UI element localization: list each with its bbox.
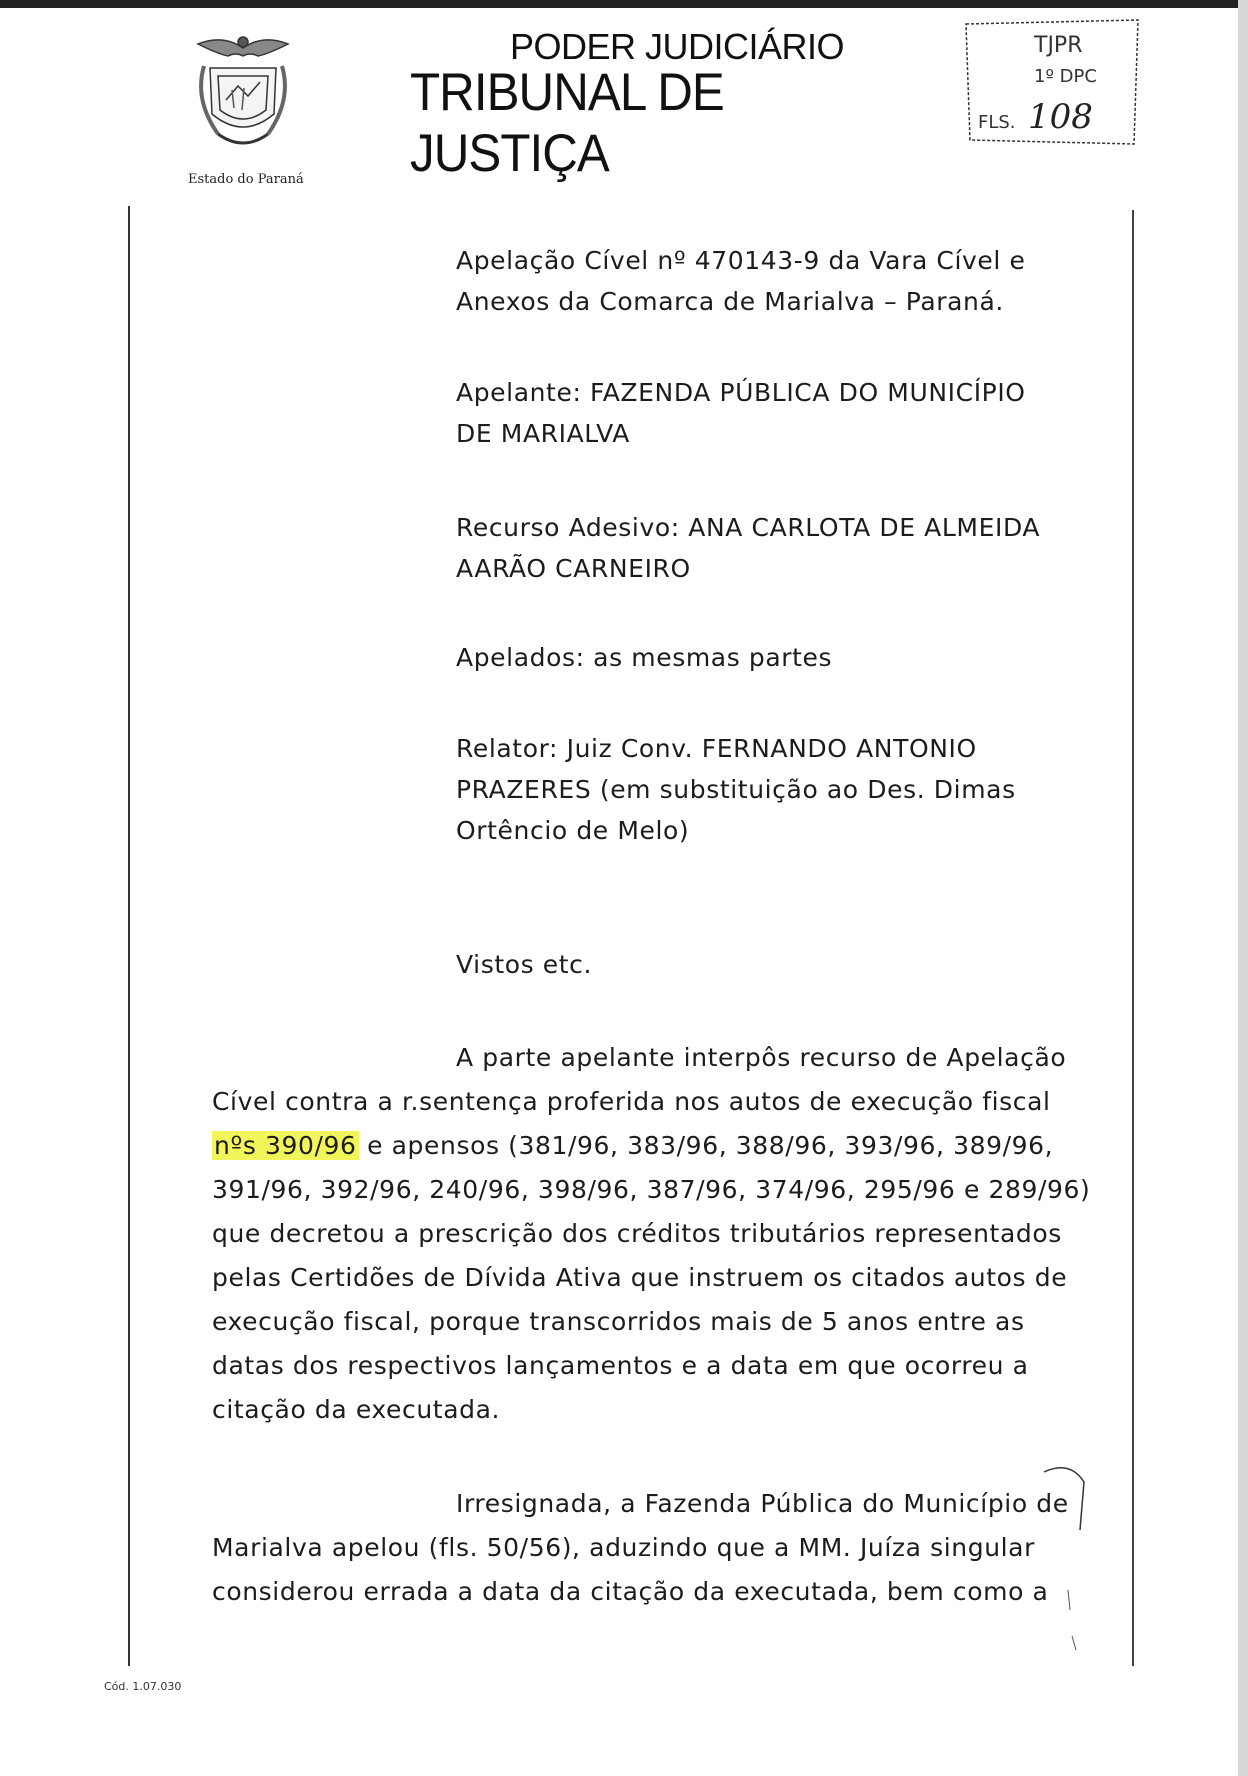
paragraph-line: que decretou a prescrição dos créditos tributários representados: [212, 1219, 1062, 1248]
stamp-page-number: 108: [1028, 97, 1093, 137]
case-title-line: Apelação Cível nº 470143-9 da Vara Cível e: [456, 246, 1026, 275]
paragraph-line: citação da executada.: [212, 1395, 501, 1424]
paragraph-line: nºs 390/96 e apensos (381/96, 383/96, 388/96, 393/96, 389/96,: [214, 1131, 1054, 1160]
paragraph-line: datas dos respectivos lançamentos e a data em que ocorreu a: [212, 1351, 1029, 1380]
paragraph-line: 391/96, 392/96, 240/96, 398/96, 387/96, 374/96, 295/96 e 289/96): [212, 1175, 1091, 1204]
rapporteur-line: PRAZERES (em substituição ao Des. Dimas: [456, 775, 1016, 804]
handwritten-rubric-mark: [1040, 1460, 1100, 1660]
adhesive-appeal: [456, 507, 1106, 589]
paragraph-line: A parte apelante interpôs recurso de Apelação: [456, 1043, 1067, 1072]
adhesive-appeal-line: Recurso Adesivo: ANA CARLOTA DE ALMEIDA: [456, 513, 1041, 542]
appellees: [456, 637, 1106, 678]
left-margin-line: [128, 206, 130, 1666]
stamp-line3: FLS.: [978, 112, 1016, 133]
appellees-line: Apelados: as mesmas partes: [456, 643, 833, 672]
paragraph-line: pelas Certidões de Dívida Ativa que instruem os citados autos de: [212, 1263, 1068, 1292]
rapporteur: [456, 728, 1106, 851]
stamp-line1: TJPR: [1034, 33, 1083, 58]
form-code: Cód. 1.07.030: [104, 1680, 182, 1693]
right-margin-line: [1132, 210, 1134, 1666]
rapporteur-line: Ortêncio de Melo): [456, 816, 690, 845]
greeting: [456, 944, 1106, 985]
highlighted-case-number: nºs 390/96: [214, 1131, 357, 1160]
coat-of-arms-emblem: [188, 30, 298, 158]
institution-main: TRIBUNAL DE JUSTIÇA: [410, 63, 724, 183]
case-title-line: Anexos da Comarca de Marialva – Paraná.: [456, 287, 1004, 316]
adhesive-appeal-line: AARÃO CARNEIRO: [456, 554, 691, 583]
scan-edge: [0, 0, 1248, 8]
scan-edge-right: [1238, 0, 1248, 1776]
institution-top: PODER JUDICIÁRIO: [510, 26, 845, 67]
appellant-line: Apelante: FAZENDA PÚBLICA DO MUNICÍPIO: [456, 378, 1026, 407]
paragraph-line: Irresignada, a Fazenda Pública do Município de: [456, 1489, 1069, 1518]
appellant: [456, 372, 1106, 454]
greeting-text: Vistos etc.: [456, 950, 593, 979]
paragraph-line: considerou errada a data da citação da executada, bem como a: [212, 1577, 1049, 1606]
appellant-line: DE MARIALVA: [456, 419, 630, 448]
case-title: [456, 240, 1106, 322]
stamp-line2: 1º DPC: [1034, 66, 1097, 87]
page-stamp: [962, 16, 1142, 150]
paragraph-line: Marialva apelou (fls. 50/56), aduzindo que a MM. Juíza singular: [212, 1533, 1035, 1562]
paragraph-2: [212, 1482, 1100, 1614]
state-label: Estado do Paraná: [188, 172, 304, 187]
paragraph-line: execução fiscal, porque transcorridos mais de 5 anos entre as: [212, 1307, 1025, 1336]
paragraph-line: Cível contra a r.sentença proferida nos autos de execução fiscal: [212, 1087, 1051, 1116]
rapporteur-line: Relator: Juiz Conv. FERNANDO ANTONIO: [456, 734, 977, 763]
paragraph-1: [212, 1036, 1100, 1432]
